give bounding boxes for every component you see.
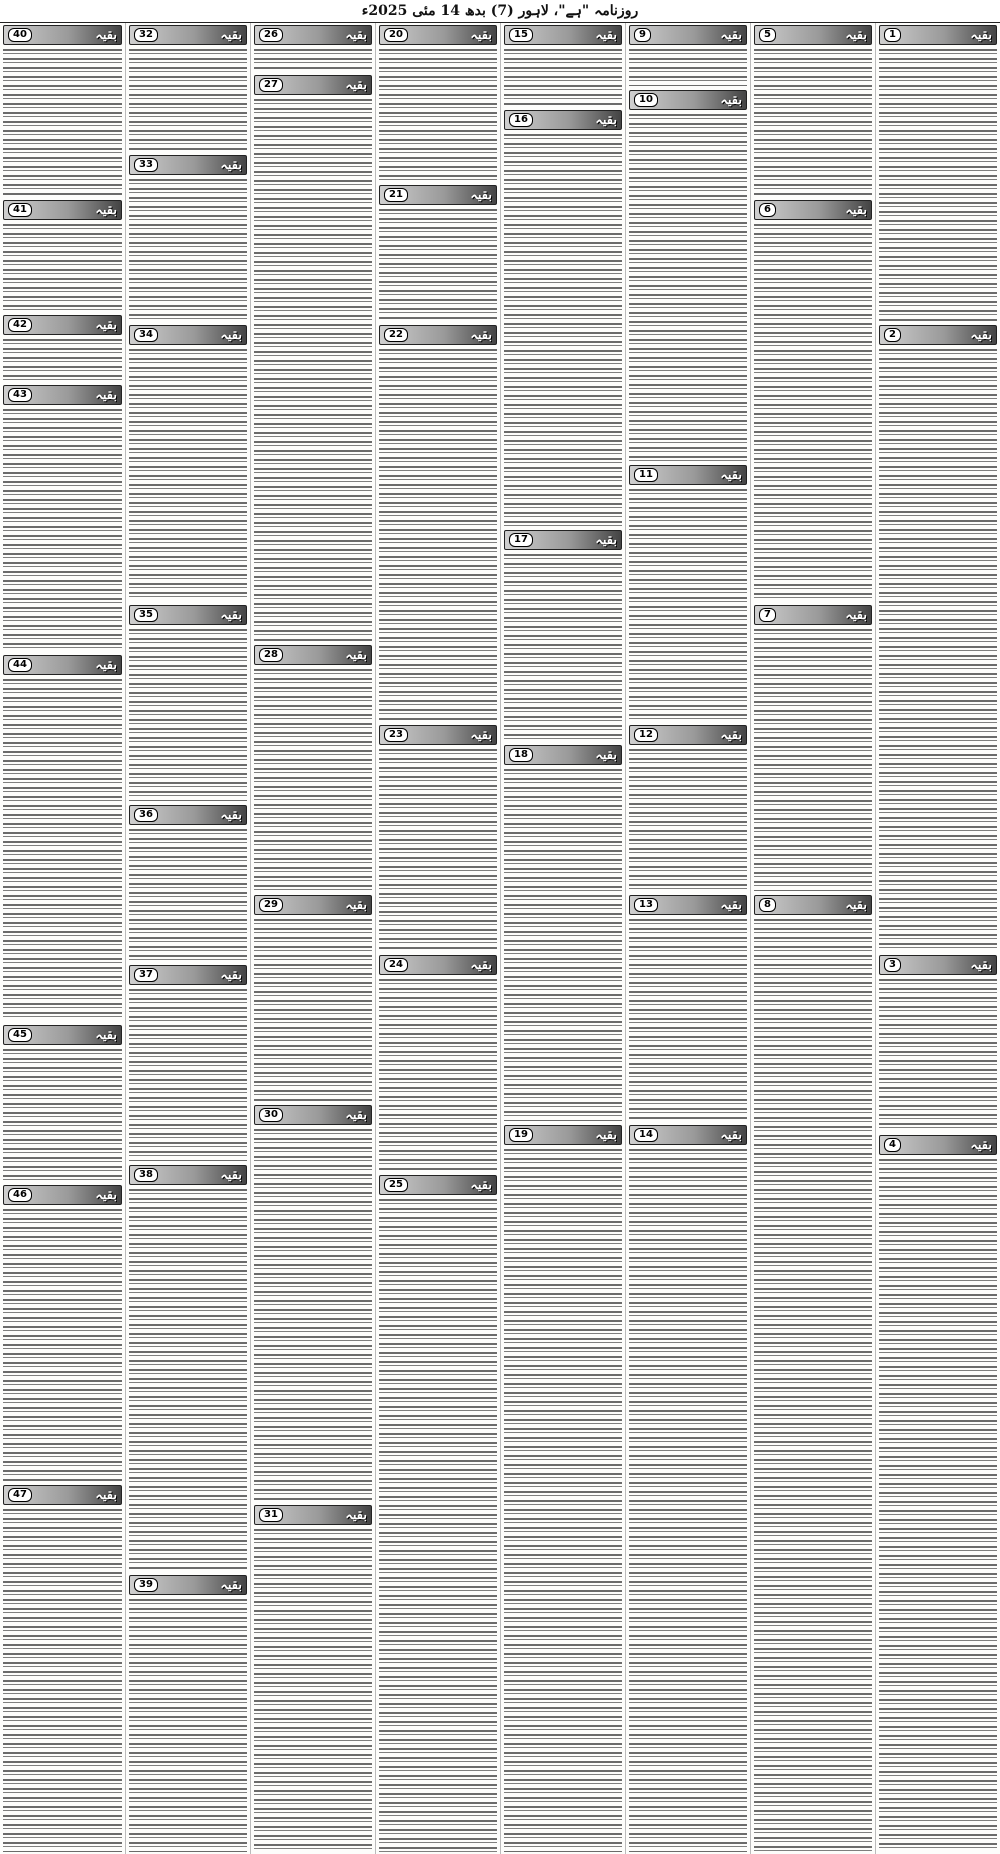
continuation-header <box>3 200 122 220</box>
continuation-text-block <box>504 47 622 106</box>
baqia-logo: بقیہ <box>470 187 492 203</box>
continuation-item <box>879 1135 997 1852</box>
continuation-text-block <box>879 347 997 951</box>
continuation-item <box>754 895 872 1852</box>
continuation-item <box>254 25 372 71</box>
continuation-text-block <box>379 207 497 321</box>
continuation-text-block <box>754 627 872 891</box>
continuation-number: 7 <box>759 608 776 622</box>
continuation-header <box>879 25 997 45</box>
continuation-item <box>504 1125 622 1852</box>
column-content <box>3 25 122 1852</box>
continuation-number: 4 <box>884 1138 901 1152</box>
continuation-text-block <box>129 1597 247 1852</box>
continuation-text-block <box>3 47 122 196</box>
continuation-item <box>254 1505 372 1852</box>
baqia-logo: بقیہ <box>970 1137 992 1153</box>
baqia-logo: بقیہ <box>345 1107 367 1123</box>
continuation-item <box>254 645 372 891</box>
continuation-header <box>379 185 497 205</box>
continuation-number: 20 <box>384 28 408 42</box>
continuation-header <box>3 1485 122 1505</box>
baqia-logo: بقیہ <box>470 1177 492 1193</box>
continuation-text-block <box>129 1187 247 1571</box>
continuation-number: 29 <box>259 898 283 912</box>
continuation-header <box>379 725 497 745</box>
continuation-item <box>129 325 247 601</box>
continuation-text-block <box>629 747 747 891</box>
continuation-number: 37 <box>134 968 158 982</box>
continuation-number: 44 <box>8 658 32 672</box>
continuation-header <box>629 90 747 110</box>
continuation-text-block <box>3 222 122 311</box>
continuation-item <box>3 25 122 196</box>
continuation-header <box>3 1185 122 1205</box>
continuation-number: 32 <box>134 28 158 42</box>
continuation-item <box>3 315 122 381</box>
continuation-text-block <box>879 977 997 1131</box>
continuation-number: 10 <box>634 93 658 107</box>
continuation-header <box>254 895 372 915</box>
continuation-text-block <box>254 667 372 891</box>
continuation-header <box>504 25 622 45</box>
continuation-text-block <box>129 627 247 801</box>
baqia-logo: بقیہ <box>970 327 992 343</box>
continuation-item <box>129 25 247 151</box>
continuation-text-block <box>129 177 247 321</box>
continuation-number: 13 <box>634 898 658 912</box>
column-3 <box>625 23 750 1854</box>
continuation-number: 31 <box>259 1508 283 1522</box>
column-content <box>129 25 247 1852</box>
continuation-header <box>254 25 372 45</box>
baqia-logo: بقیہ <box>720 27 742 43</box>
continuation-text-block <box>504 767 622 1121</box>
baqia-logo: بقیہ <box>845 202 867 218</box>
baqia-logo: بقیہ <box>345 27 367 43</box>
column-content <box>504 25 622 1852</box>
continuation-text-block <box>3 1207 122 1481</box>
baqia-logo: بقیہ <box>595 1127 617 1143</box>
continuation-item <box>379 25 497 181</box>
continuation-header <box>129 325 247 345</box>
continuation-header <box>379 325 497 345</box>
baqia-logo: بقیہ <box>220 27 242 43</box>
continuation-text-block <box>379 977 497 1171</box>
continuation-number: 11 <box>634 468 658 482</box>
continuation-header <box>129 1165 247 1185</box>
continuation-text-block <box>629 47 747 86</box>
continuation-text-block <box>379 747 497 951</box>
continuation-header <box>129 1575 247 1595</box>
continuation-header <box>504 110 622 130</box>
continuation-text-block <box>754 917 872 1852</box>
continuation-item <box>504 110 622 526</box>
continuation-header <box>379 1175 497 1195</box>
continuation-number: 28 <box>259 648 283 662</box>
continuation-header <box>879 325 997 345</box>
continuation-header <box>3 385 122 405</box>
continuation-number: 19 <box>509 1128 533 1142</box>
continuation-number: 18 <box>509 748 533 762</box>
continuation-number: 21 <box>384 188 408 202</box>
column-content <box>254 25 372 1852</box>
baqia-logo: بقیہ <box>845 897 867 913</box>
continuation-text-block <box>3 1047 122 1181</box>
continuation-header <box>629 465 747 485</box>
continuation-number: 27 <box>259 78 283 92</box>
baqia-logo: بقیہ <box>720 727 742 743</box>
continuation-number: 46 <box>8 1188 32 1202</box>
continuation-item <box>879 955 997 1131</box>
continuation-text-block <box>254 1527 372 1852</box>
continuation-text-block <box>879 1157 997 1852</box>
continuation-item <box>629 895 747 1121</box>
continuation-text-block <box>129 347 247 601</box>
baqia-logo: بقیہ <box>95 1027 117 1043</box>
continuation-number: 33 <box>134 158 158 172</box>
continuation-header <box>379 955 497 975</box>
baqia-logo: بقیہ <box>95 317 117 333</box>
continuation-number: 3 <box>884 958 901 972</box>
continuation-item <box>504 25 622 106</box>
continuation-item <box>754 200 872 601</box>
baqia-logo: بقیہ <box>470 727 492 743</box>
baqia-logo: بقیہ <box>95 1187 117 1203</box>
continuation-header <box>254 1505 372 1525</box>
continuation-item <box>629 465 747 721</box>
continuation-item <box>129 805 247 961</box>
continuation-header <box>3 1025 122 1045</box>
continuation-item <box>129 965 247 1161</box>
continuation-number: 35 <box>134 608 158 622</box>
baqia-logo: بقیہ <box>220 327 242 343</box>
continuation-number: 6 <box>759 203 776 217</box>
continuation-item <box>879 325 997 951</box>
continuation-number: 17 <box>509 533 533 547</box>
continuation-item <box>129 605 247 801</box>
continuation-number: 43 <box>8 388 32 402</box>
continuation-text-block <box>3 407 122 651</box>
baqia-logo: بقیہ <box>595 27 617 43</box>
continuation-text-block <box>504 132 622 526</box>
continuation-item <box>3 1485 122 1852</box>
continuation-item <box>3 385 122 651</box>
continuation-text-block <box>129 827 247 961</box>
continuation-number: 16 <box>509 113 533 127</box>
column-8 <box>0 23 125 1854</box>
baqia-logo: بقیہ <box>595 532 617 548</box>
continuation-number: 24 <box>384 958 408 972</box>
continuation-item <box>3 1025 122 1181</box>
column-7 <box>125 23 250 1854</box>
baqia-logo: بقیہ <box>220 1577 242 1593</box>
continuation-header <box>879 1135 997 1155</box>
continuation-header <box>129 605 247 625</box>
continuation-header <box>254 1105 372 1125</box>
continuation-text-block <box>379 47 497 181</box>
baqia-logo: بقیہ <box>720 92 742 108</box>
continuation-header <box>504 530 622 550</box>
continuation-text-block <box>129 47 247 151</box>
continuation-number: 42 <box>8 318 32 332</box>
continuation-number: 36 <box>134 808 158 822</box>
continuation-header <box>504 1125 622 1145</box>
continuation-text-block <box>254 47 372 71</box>
baqia-logo: بقیہ <box>845 607 867 623</box>
continuation-header <box>754 605 872 625</box>
continuation-header <box>129 25 247 45</box>
baqia-logo: بقیہ <box>95 387 117 403</box>
column-content <box>379 25 497 1852</box>
continuation-number: 25 <box>384 1178 408 1192</box>
continuation-text-block <box>879 47 997 321</box>
continuation-header <box>629 725 747 745</box>
continuation-header <box>3 25 122 45</box>
continuation-item <box>3 1185 122 1481</box>
continuation-number: 5 <box>759 28 776 42</box>
continuation-item <box>254 895 372 1101</box>
continuation-number: 26 <box>259 28 283 42</box>
continuation-text-block <box>504 1147 622 1852</box>
baqia-logo: بقیہ <box>595 112 617 128</box>
continuation-number: 30 <box>259 1108 283 1122</box>
continuation-item <box>254 75 372 641</box>
continuation-item <box>379 955 497 1171</box>
continuation-text-block <box>3 1507 122 1852</box>
continuation-header <box>129 805 247 825</box>
continuation-text-block <box>379 347 497 721</box>
continuation-text-block <box>629 487 747 721</box>
baqia-logo: بقیہ <box>220 157 242 173</box>
continuation-header <box>129 155 247 175</box>
continuation-text-block <box>629 917 747 1121</box>
continuation-number: 38 <box>134 1168 158 1182</box>
continuation-text-block <box>254 1127 372 1501</box>
baqia-logo: بقیہ <box>970 27 992 43</box>
baqia-logo: بقیہ <box>220 1167 242 1183</box>
baqia-logo: بقیہ <box>345 897 367 913</box>
continuation-number: 1 <box>884 28 901 42</box>
continuation-number: 23 <box>384 728 408 742</box>
continuation-text-block <box>254 917 372 1101</box>
masthead: روزنامہ "ہے"، لاہور (7) بدھ 14 مئی 2025ء <box>0 0 1000 23</box>
continuation-header <box>254 645 372 665</box>
continuation-header <box>254 75 372 95</box>
continuation-text-block <box>3 677 122 1021</box>
column-content <box>879 25 997 1852</box>
continuation-item <box>379 325 497 721</box>
continuation-number: 22 <box>384 328 408 342</box>
column-content <box>629 25 747 1852</box>
continuation-item <box>629 25 747 86</box>
columns-container <box>0 23 1000 1854</box>
continuation-header <box>379 25 497 45</box>
baqia-logo: بقیہ <box>220 607 242 623</box>
baqia-logo: بقیہ <box>720 467 742 483</box>
continuation-item <box>879 25 997 321</box>
column-4 <box>500 23 625 1854</box>
baqia-logo: بقیہ <box>345 647 367 663</box>
continuation-header <box>754 25 872 45</box>
continuation-item <box>379 725 497 951</box>
continuation-item <box>379 1175 497 1852</box>
continuation-item <box>379 185 497 321</box>
continuation-text-block <box>254 97 372 641</box>
continuation-number: 47 <box>8 1488 32 1502</box>
continuation-text-block <box>3 337 122 381</box>
continuation-header <box>629 25 747 45</box>
continuation-header <box>629 895 747 915</box>
continuation-item <box>3 200 122 311</box>
continuation-item <box>129 1575 247 1852</box>
continuation-number: 34 <box>134 328 158 342</box>
continuation-header <box>629 1125 747 1145</box>
continuation-header <box>754 895 872 915</box>
baqia-logo: بقیہ <box>595 747 617 763</box>
continuation-number: 14 <box>634 1128 658 1142</box>
baqia-logo: بقیہ <box>345 1507 367 1523</box>
continuation-number: 2 <box>884 328 901 342</box>
continuation-item <box>3 655 122 1021</box>
baqia-logo: بقیہ <box>95 27 117 43</box>
continuation-item <box>129 155 247 321</box>
baqia-logo: بقیہ <box>95 1487 117 1503</box>
continuation-item <box>504 530 622 741</box>
continuation-number: 12 <box>634 728 658 742</box>
continuation-text-block <box>129 987 247 1161</box>
baqia-logo: بقیہ <box>470 957 492 973</box>
baqia-logo: بقیہ <box>470 327 492 343</box>
column-1 <box>875 23 1000 1854</box>
column-2 <box>750 23 875 1854</box>
continuation-text-block <box>629 112 747 461</box>
continuation-item <box>629 1125 747 1852</box>
continuation-number: 41 <box>8 203 32 217</box>
continuation-number: 15 <box>509 28 533 42</box>
continuation-text-block <box>754 222 872 601</box>
continuation-header <box>879 955 997 975</box>
baqia-logo: بقیہ <box>845 27 867 43</box>
continuation-text-block <box>379 1197 497 1852</box>
continuation-item <box>254 1105 372 1501</box>
continuation-header <box>3 315 122 335</box>
continuation-header <box>504 745 622 765</box>
baqia-logo: بقیہ <box>720 897 742 913</box>
continuation-header <box>129 965 247 985</box>
baqia-logo: بقیہ <box>970 957 992 973</box>
continuation-text-block <box>504 552 622 741</box>
continuation-text-block <box>629 1147 747 1852</box>
continuation-header <box>754 200 872 220</box>
continuation-item <box>754 25 872 196</box>
baqia-logo: بقیہ <box>470 27 492 43</box>
baqia-logo: بقیہ <box>95 657 117 673</box>
baqia-logo: بقیہ <box>220 967 242 983</box>
continuation-item <box>629 90 747 461</box>
continuation-number: 40 <box>8 28 32 42</box>
continuation-item <box>129 1165 247 1571</box>
column-6 <box>250 23 375 1854</box>
continuation-text-block <box>754 47 872 196</box>
column-5 <box>375 23 500 1854</box>
baqia-logo: بقیہ <box>720 1127 742 1143</box>
continuation-number: 45 <box>8 1028 32 1042</box>
continuation-number: 8 <box>759 898 776 912</box>
continuation-number: 39 <box>134 1578 158 1592</box>
continuation-number: 9 <box>634 28 651 42</box>
column-content <box>754 25 872 1852</box>
baqia-logo: بقیہ <box>345 77 367 93</box>
baqia-logo: بقیہ <box>95 202 117 218</box>
continuation-header <box>3 655 122 675</box>
continuation-item <box>629 725 747 891</box>
baqia-logo: بقیہ <box>220 807 242 823</box>
continuation-item <box>754 605 872 891</box>
continuation-item <box>504 745 622 1121</box>
